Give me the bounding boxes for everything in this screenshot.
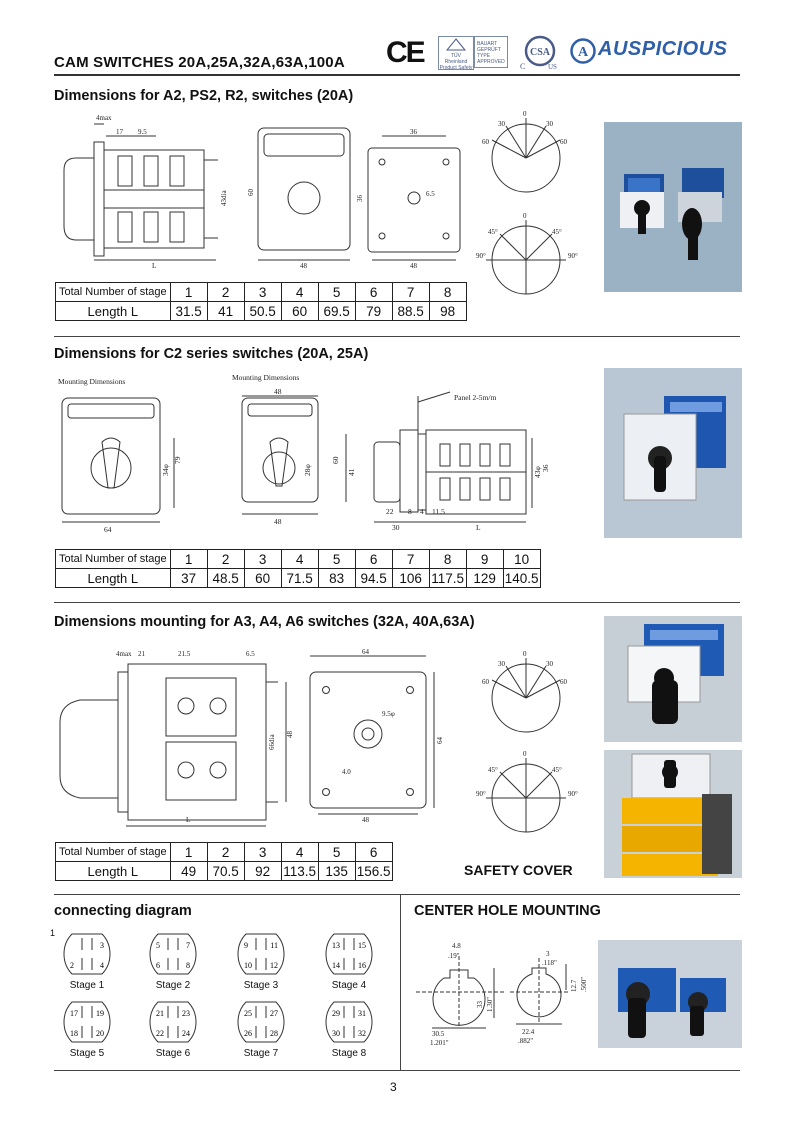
angle-label: 90°: [476, 252, 486, 260]
length-cell: 135: [318, 862, 355, 881]
length-cell: 50.5: [244, 302, 281, 321]
product-photo-safety-cover: [604, 750, 742, 878]
stage-label: Stage 5: [69, 1048, 105, 1059]
dim-label: 36: [541, 464, 550, 472]
csa-c-text: C: [520, 62, 526, 71]
length-cell: 48.5: [207, 569, 244, 588]
csa-logo: [514, 34, 566, 72]
angle-label: 30: [546, 120, 553, 128]
stage-cell: 3: [244, 550, 281, 569]
stage-diagram: [58, 930, 118, 978]
length-cell: 117.5: [429, 569, 466, 588]
angle-label: 0: [523, 750, 527, 758]
svg-text:A: A: [577, 45, 589, 60]
mounting-dimensions-label: Mounting Dimensions: [232, 373, 300, 382]
stage-diagram: [320, 998, 380, 1046]
dim-label: 48: [274, 387, 282, 396]
dim-label: 36: [410, 128, 417, 136]
mounting-dimensions-label: Mounting Dimensions: [58, 377, 126, 386]
stage-cell: 8: [429, 550, 466, 569]
length-cell: 69.5: [318, 302, 355, 321]
angle-label: 45°: [488, 766, 498, 774]
stage-label: Stage 8: [331, 1048, 367, 1059]
terminal-number: 3: [100, 941, 104, 950]
terminal-number: 30: [332, 1029, 340, 1038]
angle-label: 45°: [488, 228, 498, 236]
tuv-text-3: Product Safety: [439, 65, 473, 71]
stage-cell: 3: [244, 843, 281, 862]
dim-label: 17: [116, 128, 123, 136]
stage-cell: 6: [355, 283, 392, 302]
dim-label: 60: [331, 456, 340, 464]
length-cell: 79: [355, 302, 392, 321]
length-cell: 88.5: [392, 302, 429, 321]
angle-label: 90°: [476, 790, 486, 798]
terminal-number: 24: [182, 1029, 190, 1038]
dim-label: 66dia: [268, 734, 276, 750]
stage-cell: 4: [281, 843, 318, 862]
terminal-number: 23: [182, 1009, 190, 1018]
terminal-number: 4: [100, 961, 104, 970]
terminal-number: 10: [244, 961, 252, 970]
terminal-number: 12: [270, 961, 278, 970]
dim-label: L: [476, 523, 481, 532]
stage-diagram: [320, 930, 380, 978]
table-header-stage: Total Number of stage: [56, 283, 171, 302]
length-cell: 106: [392, 569, 429, 588]
stage-label: Stage 7: [243, 1048, 279, 1059]
ce-mark-logo: CE: [386, 36, 424, 69]
dim-label: 1.30": [486, 996, 494, 1012]
terminal-number: 17: [70, 1009, 78, 1018]
dim-label: .118": [542, 959, 557, 967]
footer-rule: [54, 1070, 740, 1071]
section1-angle-diagrams: [478, 108, 590, 308]
stage-cell: 9: [466, 550, 503, 569]
product-photo-c2: [604, 368, 742, 538]
auspicious-logo-icon: [570, 38, 596, 64]
section1-title: Dimensions for A2, PS2, R2, switches (20A): [54, 88, 354, 104]
dim-label: 9.5φ: [382, 710, 395, 718]
safety-cover-label: SAFETY COVER: [464, 862, 573, 878]
dim-label: 30.5: [432, 1030, 445, 1038]
terminal-number: 22: [156, 1029, 164, 1038]
terminal-number: 19: [96, 1009, 104, 1018]
dim-label: 1.201": [430, 1039, 449, 1047]
bauart-text-2: GEPRÜFT: [477, 47, 501, 53]
tuv-text-1: TÜV: [451, 53, 461, 59]
dim-label: 4: [420, 507, 424, 516]
dim-label: 41: [347, 468, 356, 476]
product-photo-center-hole: [598, 940, 742, 1048]
product-photo-a2: [604, 122, 742, 292]
terminal-number: 15: [358, 941, 366, 950]
dim-label: 34φ: [161, 464, 170, 476]
dim-label: 48: [286, 731, 294, 738]
stage-diagram: [58, 998, 118, 1046]
dim-label: 4.8: [452, 942, 461, 950]
stage-cell: 5: [318, 283, 355, 302]
length-cell: 94.5: [355, 569, 392, 588]
center-hole-drawing: [408, 928, 594, 1050]
dim-label: 64: [436, 737, 444, 744]
angle-label: 30: [546, 660, 553, 668]
section3-title: Dimensions mounting for A3, A4, A6 switches (32A, 40A,63A): [54, 614, 475, 630]
dim-label: .500": [580, 976, 588, 992]
terminal-number: 5: [156, 941, 160, 950]
dim-label: 4.0: [342, 768, 351, 776]
angle-label: 30: [498, 120, 505, 128]
dim-label: 21: [138, 650, 145, 658]
stage-diagram: [144, 930, 204, 978]
stage-cell: 4: [281, 283, 318, 302]
dim-label: 43φ: [533, 466, 542, 478]
bauart-text-1: BAUART: [477, 41, 498, 47]
dim-label: 60: [247, 189, 255, 196]
length-cell: 60: [281, 302, 318, 321]
bauart-logo: [474, 36, 508, 68]
angle-label: 60: [560, 138, 567, 146]
terminal-number: 20: [96, 1029, 104, 1038]
dim-label: 64: [362, 648, 369, 656]
dim-label: 64: [104, 525, 112, 534]
stage-label: Stage 2: [155, 980, 191, 991]
dim-label: 21.5: [178, 650, 191, 658]
length-cell: 113.5: [281, 862, 318, 881]
length-cell: 31.5: [170, 302, 207, 321]
stage-cell: 2: [207, 283, 244, 302]
dim-label: 48: [362, 816, 369, 824]
panel-label: Panel 2-5m/m: [454, 393, 497, 402]
dim-label: 48: [274, 517, 282, 526]
terminal-number: 8: [186, 961, 190, 970]
angle-label: 0: [523, 110, 527, 118]
terminal-number: 11: [270, 941, 278, 950]
terminal-number: 16: [358, 961, 366, 970]
terminal-number: 13: [332, 941, 340, 950]
table-header-length: Length L: [56, 862, 171, 881]
angle-label: 60: [482, 678, 489, 686]
terminal-one-label: 1: [50, 928, 56, 938]
stage-cell: 2: [207, 550, 244, 569]
terminal-number: 28: [270, 1029, 278, 1038]
length-cell: 129: [466, 569, 503, 588]
terminal-number: 7: [186, 941, 190, 950]
stage-cell: 1: [170, 843, 207, 862]
section2-stage-table: [55, 549, 541, 588]
table-header-length: Length L: [56, 569, 171, 588]
stage-cell: 7: [392, 550, 429, 569]
section3-angle-diagrams: [478, 648, 590, 848]
connecting-diagram-title: connecting diagram: [54, 903, 192, 919]
length-cell: 71.5: [281, 569, 318, 588]
stage-cell: 7: [392, 283, 429, 302]
length-cell: 49: [170, 862, 207, 881]
stage-cell: 6: [355, 843, 392, 862]
angle-label: 30: [498, 660, 505, 668]
dim-label: L: [186, 816, 191, 824]
stage-cell: 5: [318, 843, 355, 862]
terminal-number: 6: [156, 961, 160, 970]
csa-text: CSA: [529, 47, 551, 58]
dim-label: 9.5: [138, 128, 147, 136]
center-hole-title: CENTER HOLE MOUNTING: [414, 903, 601, 919]
stage-cell: 1: [170, 283, 207, 302]
section-divider: [54, 894, 740, 895]
stage-diagram: [232, 930, 292, 978]
dim-label: 30: [392, 523, 400, 532]
length-cell: 60: [244, 569, 281, 588]
table-header-stage: Total Number of stage: [56, 843, 171, 862]
terminal-number: 32: [358, 1029, 366, 1038]
bauart-text-4: APPROVED: [477, 59, 505, 65]
angle-label: 90°: [568, 790, 578, 798]
stage-label: Stage 4: [331, 980, 367, 991]
terminal-number: 2: [70, 961, 74, 970]
angle-label: 0: [523, 650, 527, 658]
stage-diagram: [144, 998, 204, 1046]
terminal-number: 29: [332, 1009, 340, 1018]
stage-label: Stage 1: [69, 980, 105, 991]
dim-label: 33: [476, 1001, 484, 1008]
terminal-number: 31: [358, 1009, 366, 1018]
angle-label: 60: [482, 138, 489, 146]
terminal-number: 27: [270, 1009, 278, 1018]
page-title: CAM SWITCHES 20A,25A,32A,63A,100A: [54, 54, 345, 71]
dim-label: 3: [546, 950, 550, 958]
stage-cell: 2: [207, 843, 244, 862]
length-cell: 140.5: [504, 570, 539, 586]
stage-cell: 5: [318, 550, 355, 569]
angle-label: 90°: [568, 252, 578, 260]
tuv-triangle-icon: [439, 37, 473, 51]
table-header-length: Length L: [56, 302, 171, 321]
stage-cell: 8: [429, 283, 466, 302]
stage-cell: 4: [281, 550, 318, 569]
csa-us-text: US: [548, 63, 557, 71]
dim-label: 12.7: [570, 979, 578, 992]
dim-label: 4max: [116, 650, 132, 658]
dim-label: .19": [448, 952, 460, 960]
angle-label: 60: [560, 678, 567, 686]
terminal-number: 18: [70, 1029, 78, 1038]
angle-label: 0: [523, 212, 527, 220]
tuv-text-2: Rheinland: [444, 59, 468, 65]
angle-label: 45°: [552, 228, 562, 236]
table-header-stage: Total Number of stage: [56, 550, 171, 569]
section2-drawing: [56, 368, 556, 538]
length-cell: 92: [244, 862, 281, 881]
dim-label: 11.5: [432, 507, 445, 516]
stage-cell: 10: [503, 550, 540, 569]
tuv-logo: [438, 36, 474, 70]
stage-diagram: [232, 998, 292, 1046]
stage-cell: 6: [355, 550, 392, 569]
section3-stage-table: [55, 842, 393, 881]
length-cell: 70.5: [207, 862, 244, 881]
dim-label: 48: [300, 262, 307, 270]
terminal-number: 14: [332, 961, 340, 970]
length-cell: 41: [207, 302, 244, 321]
terminal-number: 25: [244, 1009, 252, 1018]
dim-label: .882": [518, 1037, 534, 1045]
brand-name: AUSPICIOUS: [598, 38, 728, 60]
section2-title: Dimensions for C2 series switches (20A, 25A): [54, 346, 369, 362]
section1-drawing: [56, 108, 466, 268]
terminal-number: 26: [244, 1029, 252, 1038]
dim-label: 36: [356, 195, 364, 202]
vertical-divider: [400, 894, 401, 1070]
dim-label: 48: [410, 262, 417, 270]
length-cell: 156.5: [356, 863, 391, 879]
section3-drawing: [56, 642, 468, 832]
stage-label: Stage 6: [155, 1048, 191, 1059]
dim-label: 6.5: [246, 650, 255, 658]
stage-cell: 1: [170, 550, 207, 569]
terminal-number: 21: [156, 1009, 164, 1018]
length-cell: 98: [429, 302, 466, 321]
bauart-text-3: TYPE: [477, 53, 491, 59]
stage-cell: 3: [244, 283, 281, 302]
dim-label: 4max: [96, 114, 112, 122]
length-cell: 37: [170, 569, 207, 588]
stage-label: Stage 3: [243, 980, 279, 991]
section1-stage-table: [55, 282, 467, 321]
dim-label: L: [152, 262, 157, 270]
dim-label: 28φ: [303, 464, 312, 476]
product-photo-a3: [604, 616, 742, 742]
angle-label: 45°: [552, 766, 562, 774]
dim-label: 6.5: [426, 190, 435, 198]
dim-label: 22: [386, 507, 394, 516]
dim-label: 43dia: [220, 190, 228, 206]
section-divider: [54, 602, 740, 603]
terminal-number: 9: [244, 941, 248, 950]
dim-label: 8: [408, 507, 412, 516]
length-cell: 83: [318, 569, 355, 588]
section-divider: [54, 336, 740, 337]
header-rule: [54, 74, 740, 76]
page-number: 3: [390, 1080, 397, 1094]
dim-label: 22.4: [522, 1028, 535, 1036]
dim-label: 79: [173, 456, 182, 464]
